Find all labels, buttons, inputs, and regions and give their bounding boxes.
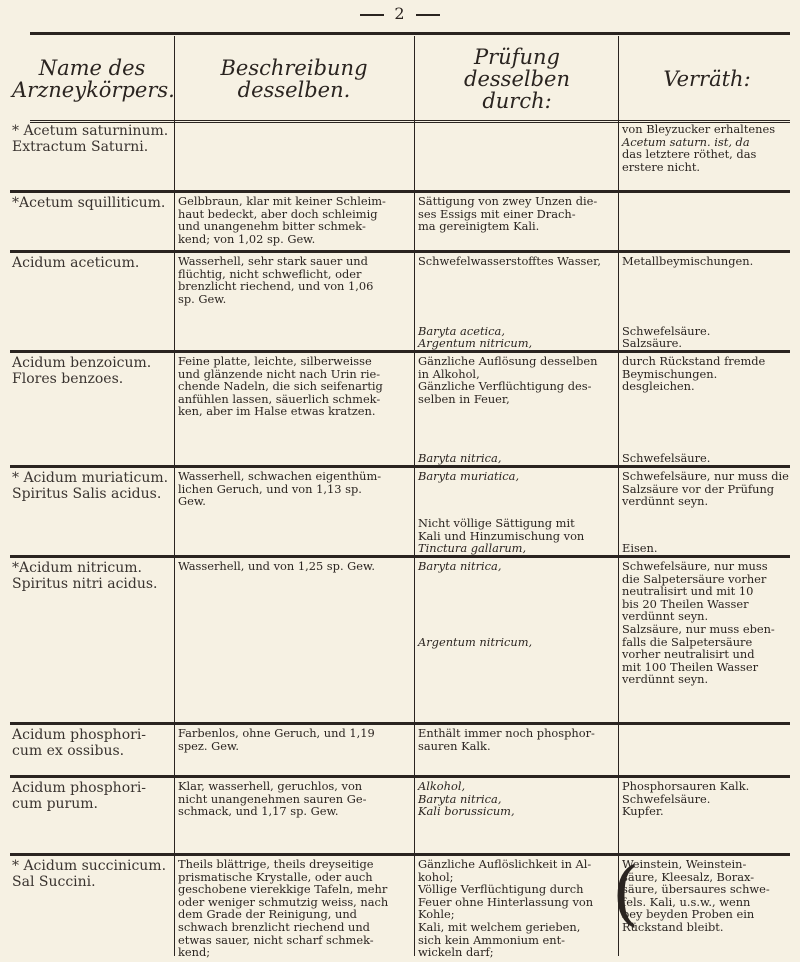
column-header-test: [418, 42, 616, 116]
test-line: in Alkohol,: [418, 366, 480, 381]
row-divider: [10, 190, 790, 193]
desc-line: Wasserhell, schwachen eigenthüm-: [178, 469, 382, 483]
test-line: Baryta muriatica,: [418, 469, 520, 483]
row-7-betrays-cell: [622, 780, 792, 853]
desc-line: geschobene vierekkige Tafeln, mehr: [178, 882, 388, 897]
column-divider: [618, 36, 619, 956]
row-4-name-cell: [12, 470, 172, 555]
betrays-bottom-line: Schwefelsäure.: [622, 451, 711, 466]
row-2-betrays-cell: [622, 255, 792, 350]
betrays-bottom-block: [622, 325, 792, 350]
name-line: cum ex ossibus.: [12, 743, 125, 759]
betrays-bottom-block: [622, 452, 792, 465]
betrays-line: Beymischungen.: [622, 366, 718, 381]
column-header-name-line: Arzneykörpers.: [12, 78, 175, 102]
row-2-name-cell: [12, 255, 172, 350]
test-line: Alkohol,: [418, 779, 466, 793]
row-0-name-cell: [12, 123, 172, 190]
row-1-name-cell: [12, 195, 172, 250]
test-bottom-line: Argentum nitricum,: [418, 336, 533, 351]
test-line: wickeln darf;: [418, 945, 494, 960]
desc-line: Farbenlos, ohne Geruch, und 1,19: [178, 726, 375, 740]
row-divider: [10, 853, 790, 856]
test-line: [418, 573, 616, 586]
desc-line: dem Grade der Reinigung, und: [178, 907, 357, 922]
row-6-desc-cell: [178, 727, 410, 775]
test-line: Sättigung von zwey Unzen die-: [418, 194, 598, 208]
name-line: *Acetum squilliticum.: [12, 195, 166, 211]
desc-line: Wasserhell, sehr stark sauer und: [178, 254, 368, 268]
test-bottom-line: Tinctura gallarum,: [418, 541, 527, 556]
name-line: Flores benzoes.: [12, 371, 124, 387]
test-line: Baryta nitrica,: [418, 559, 502, 573]
desc-line: kend; von 1,02 sp. Gew.: [178, 231, 316, 246]
row-3-desc-cell: [178, 355, 410, 465]
betrays-line: Metallbeymischungen.: [622, 254, 754, 268]
desc-line: Feine platte, leichte, silberweisse: [178, 354, 372, 368]
test-line: [418, 623, 616, 636]
betrays-bottom-block: [622, 542, 792, 555]
row-7-test-cell: [418, 780, 616, 853]
test-line: Gänzliche Auflöslichkeit in Al-: [418, 857, 592, 871]
row-6-name-cell: [12, 727, 172, 775]
betrays-line: bis 20 Theilen Wasser: [622, 596, 749, 611]
betrays-line: verdünnt seyn.: [622, 494, 709, 509]
betrays-line: bey beyden Proben ein: [622, 907, 755, 922]
betrays-line: Rückstand bleibt.: [622, 919, 724, 934]
test-line: Kohle;: [418, 907, 455, 922]
row-divider: [10, 775, 790, 778]
betrays-line: verdünnt seyn.: [622, 672, 709, 687]
row-3-betrays-cell: [622, 355, 792, 465]
test-line: kohol;: [418, 869, 454, 884]
desc-line: und unangenehm bitter schmek-: [178, 219, 366, 234]
betrays-line: desgleichen.: [622, 379, 695, 394]
name-line: * Acidum muriaticum.: [12, 470, 169, 486]
name-line: Extractum Saturni.: [12, 139, 149, 155]
betrays-line: falls die Salpetersäure: [622, 634, 753, 649]
row-8-betrays-cell: [622, 858, 792, 955]
column-divider: [174, 36, 175, 956]
row-5-name-cell: [12, 560, 172, 722]
betrays-line: Phosphorsauren Kalk.: [622, 779, 750, 793]
row-5-test-cell: [418, 560, 616, 722]
test-bottom-line: Kali und Hinzumischung von: [418, 528, 585, 543]
row-8-test-cell: [418, 857, 616, 960]
betrays-line: Salzsäure, nur muss eben-: [622, 621, 775, 636]
betrays-line: vorher neutralisirt und: [622, 647, 755, 662]
test-line: Enthält immer noch phosphor-: [418, 726, 595, 740]
test-bottom-line: Baryta acetica,: [418, 323, 505, 338]
desc-line: Wasserhell, und von 1,25 sp. Gew.: [178, 559, 376, 573]
betrays-line: durch Rückstand fremde: [622, 354, 766, 368]
test-line: Völlige Verflüchtigung durch: [418, 882, 584, 897]
test-line: Kali, mit welchem gerieben,: [418, 919, 581, 934]
test-line: Schwefelwasserstofftes Wasser,: [418, 254, 601, 268]
row-5-betrays-cell: [622, 560, 792, 722]
column-header-betrays: [622, 42, 792, 116]
desc-line: schwach brenzlicht riechend und: [178, 919, 370, 934]
betrays-line: das letztere röthet, das: [622, 147, 757, 162]
top-rule: [30, 32, 790, 35]
desc-line: anfühlen lassen, säuerlich schmek-: [178, 391, 381, 406]
desc-line: kend;: [178, 945, 211, 960]
row-4-desc-cell: [178, 470, 410, 555]
page-number: 2: [0, 4, 800, 23]
row-5-desc-cell: [178, 560, 410, 722]
name-line: Acidum phosphori-: [12, 780, 147, 796]
test-bottom-block: [418, 517, 616, 555]
desc-line: chende Nadeln, die sich seifenartig: [178, 379, 383, 394]
column-header-betrays-line: Verräth:: [663, 67, 751, 91]
row-6-test-cell: [418, 727, 616, 775]
betrays-bottom-line: Eisen.: [622, 541, 658, 556]
test-bottom-line: Baryta nitrica,: [418, 451, 502, 466]
test-line: ses Essigs mit einer Drach-: [418, 206, 576, 221]
betrays-line: Acetum saturn. ist, da: [622, 134, 750, 149]
test-line: Argentum nitricum,: [418, 634, 533, 649]
test-line: Baryta nitrica,: [418, 791, 502, 806]
row-divider: [10, 722, 790, 725]
desc-line: brenzlicht riechend, und von 1,06: [178, 279, 374, 294]
column-header-test-line: durch:: [482, 89, 552, 113]
column-divider: [414, 36, 415, 956]
test-line: Feuer ohne Hinterlassung von: [418, 894, 594, 909]
name-line: * Acetum saturninum.: [12, 123, 169, 139]
test-line: ma gereinigtem Kali.: [418, 219, 540, 234]
name-line: Acidum phosphori-: [12, 727, 147, 743]
desc-line: spez. Gew.: [178, 738, 239, 753]
desc-line: Gew.: [178, 494, 206, 509]
column-header-test-line: Prüfung desselben: [464, 45, 570, 91]
desc-line: prismatische Krystalle, oder auch: [178, 869, 373, 884]
desc-line: Klar, wasserhell, geruchlos, von: [178, 779, 363, 793]
test-line: Gänzliche Verflüchtigung des-: [418, 379, 592, 394]
row-4-test-cell: [418, 470, 616, 555]
desc-line: sp. Gew.: [178, 291, 227, 306]
name-line: Spiritus Salis acidus.: [12, 486, 162, 502]
row-1-betrays-cell: [622, 195, 792, 250]
desc-line: schmack, und 1,17 sp. Gew.: [178, 804, 339, 819]
row-2-test-cell: [418, 255, 616, 350]
betrays-line: von Bleyzucker erhaltenes: [622, 122, 776, 136]
row-7-desc-cell: [178, 780, 410, 853]
name-line: Acidum aceticum.: [12, 255, 140, 271]
betrays-line: verdünnt seyn.: [622, 609, 709, 624]
row-6-betrays-cell: [622, 727, 792, 775]
row-divider: [10, 465, 790, 468]
betrays-line: mit 100 Theilen Wasser: [622, 659, 759, 674]
betrays-line: Schwefelsäure.: [622, 791, 711, 806]
betrays-line: säure, übersaures schwe-: [622, 882, 770, 897]
desc-line: lichen Geruch, und von 1,13 sp.: [178, 481, 362, 496]
test-line: selben in Feuer,: [418, 391, 510, 406]
name-line: *Acidum nitricum.: [12, 560, 143, 576]
row-1-test-cell: [418, 195, 616, 250]
column-header-desc: [178, 42, 410, 116]
betrays-line: Schwefelsäure, nur muss die: [622, 469, 789, 483]
name-line: Acidum benzoicum.: [12, 355, 152, 371]
row-divider: [10, 250, 790, 253]
column-header-name: [12, 42, 175, 116]
betrays-line: fels. Kali, u.s.w., wenn: [622, 894, 751, 909]
test-line: Gänzliche Auflösung desselben: [418, 354, 598, 368]
betrays-line: die Salpetersäure vorher: [622, 571, 767, 586]
test-line: [418, 598, 616, 611]
test-line: sauren Kalk.: [418, 738, 491, 753]
name-line: * Acidum succinicum.: [12, 858, 167, 874]
desc-line: haut bedeckt, aber doch schleimig: [178, 206, 378, 221]
betrays-line: erstere nicht.: [622, 159, 701, 174]
row-divider: [10, 350, 790, 353]
desc-line: etwas sauer, nicht scharf schmek-: [178, 932, 374, 947]
row-4-betrays-cell: [622, 470, 792, 555]
test-line: [418, 585, 616, 598]
test-line: Kali borussicum,: [418, 804, 515, 819]
betrays-line: neutralisirt und mit 10: [622, 584, 754, 599]
test-line: sich kein Ammonium ent-: [418, 932, 565, 947]
desc-line: nicht unangenehmen sauren Ge-: [178, 791, 367, 806]
betrays-line: Kupfer.: [622, 804, 664, 819]
name-line: cum purum.: [12, 796, 98, 812]
desc-line: oder weniger schmutzig weiss, nach: [178, 894, 389, 909]
column-header-name-line: Name des: [38, 56, 146, 80]
row-divider: [10, 555, 790, 558]
column-header-desc-line: desselben.: [237, 78, 351, 102]
test-bottom-line: Nicht völlige Sättigung mit: [418, 516, 575, 531]
desc-line: Gelbbraun, klar mit keiner Schleim-: [178, 194, 386, 208]
betrays-bottom-line: Salzsäure.: [622, 336, 683, 351]
column-header-desc-line: Beschreibung: [220, 56, 368, 80]
betrays-bottom-line: Schwefelsäure.: [622, 323, 711, 338]
desc-line: ken, aber im Halse etwas kratzen.: [178, 404, 376, 419]
betrays-line: Salzsäure vor der Prüfung: [622, 481, 775, 496]
brace-mark: (: [612, 852, 640, 934]
row-2-desc-cell: [178, 255, 410, 350]
row-8-name-cell: [12, 858, 172, 955]
test-line: [418, 610, 616, 623]
betrays-line: Weinstein, Weinstein-: [622, 857, 747, 871]
desc-line: Theils blättrige, theils dreyseitige: [178, 857, 374, 871]
row-0-desc-cell: [178, 123, 410, 190]
row-0-betrays-cell: [622, 123, 792, 190]
desc-line: und glänzende nicht nach Urin rie-: [178, 366, 381, 381]
row-3-test-cell: [418, 355, 616, 465]
betrays-line: säure, Kleesalz, Borax-: [622, 869, 755, 884]
betrays-line: Schwefelsäure, nur muss: [622, 559, 768, 573]
test-bottom-block: [418, 325, 616, 350]
row-0-test-cell: [418, 123, 616, 190]
row-7-name-cell: [12, 780, 172, 853]
desc-line: flüchtig, nicht schweflicht, oder: [178, 266, 362, 281]
name-line: Sal Succini.: [12, 874, 96, 890]
row-8-desc-cell: [178, 857, 410, 960]
row-1-desc-cell: [178, 195, 410, 250]
test-bottom-block: [418, 452, 616, 465]
name-line: Spiritus nitri acidus.: [12, 576, 158, 592]
row-3-name-cell: [12, 355, 172, 465]
